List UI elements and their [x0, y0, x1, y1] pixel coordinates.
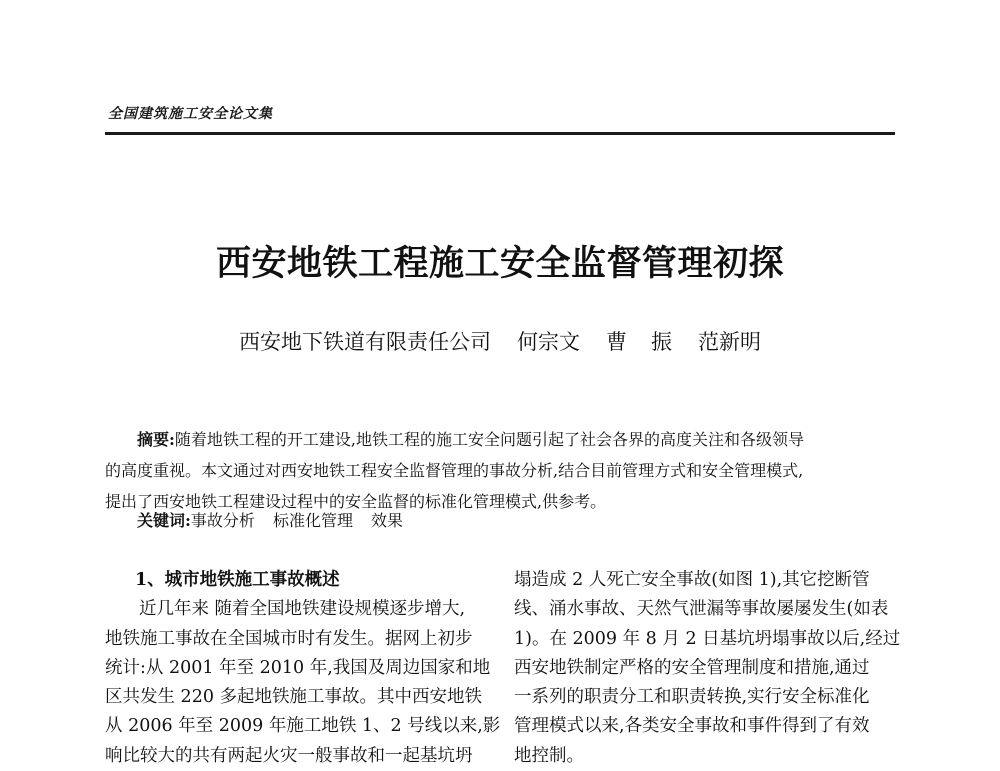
body-line: 地控制。	[514, 745, 584, 766]
body-line: 地铁施工事故在全国城市时有发生。据网上初步	[105, 628, 473, 649]
body-line: 响比较大的共有两起火灾一般事故和一起基坑坍	[105, 745, 473, 766]
body-column-left	[105, 566, 501, 771]
body-line: 近几年来 随着全国地铁建设规模逐步增大,	[139, 599, 466, 620]
body-line: 从 2006 年至 2009 年施工地铁 1、2 号线以来,影	[105, 716, 501, 737]
author-1: 何宗文	[517, 330, 580, 354]
article-title: 西安地铁工程施工安全监督管理初探	[215, 243, 784, 284]
abstract-label: 摘要:	[137, 430, 175, 449]
author-line	[0, 326, 1000, 356]
body-line: 统计:从 2001 年至 2010 年,我国及周边国家和地	[105, 657, 491, 678]
body-line: 一系列的职责分工和职责转换,实行安全标准化	[514, 687, 870, 708]
keyword-2: 标准化管理	[272, 511, 353, 530]
abstract	[105, 424, 895, 517]
author-2-given: 振	[651, 330, 672, 354]
author-3: 范新明	[698, 330, 761, 354]
body-line: 管理模式以来,各类安全事故和事件得到了有效	[514, 716, 870, 737]
header-rule	[105, 132, 895, 135]
abstract-line-2: 的高度重视。本文通过对西安地铁工程安全监督管理的事故分析,结合目前管理方式和安全管理模式,	[105, 461, 804, 480]
body-line: 塌造成 2 人死亡安全事故(如图 1),其它挖断管	[514, 570, 870, 590]
abstract-line-1: 摘要:随着地铁工程的开工建设,地铁工程的施工安全问题引起了社会各界的高度关注和各级领导	[137, 430, 805, 449]
keywords-label: 关键词:	[137, 511, 191, 530]
abstract-line-3: 提出了西安地铁工程建设过程中的安全监督的标准化管理模式,供参考。	[105, 492, 607, 511]
keywords	[137, 508, 421, 531]
section-heading: 1、城市地铁施工事故概述	[135, 570, 340, 590]
body-line: 西安地铁制定严格的安全管理制度和措施,通过	[514, 657, 870, 678]
body-line: 1)。在 2009 年 8 月 2 日基坑坍塌事故以后,经过	[514, 628, 901, 649]
body-line: 区共发生 220 多起地铁施工事故。其中西安地铁	[105, 687, 483, 708]
keyword-3: 效果	[370, 511, 403, 530]
keyword-1: 事故分析	[190, 511, 255, 530]
author-2-surname: 曹	[606, 330, 627, 354]
body-line: 线、涌水事故、天然气泄漏等事故屡屡发生(如表	[514, 599, 889, 620]
body-column-right	[514, 566, 899, 771]
running-header: 全国建筑施工安全论文集	[108, 106, 273, 122]
affiliation: 西安地下铁道有限责任公司	[239, 330, 491, 354]
